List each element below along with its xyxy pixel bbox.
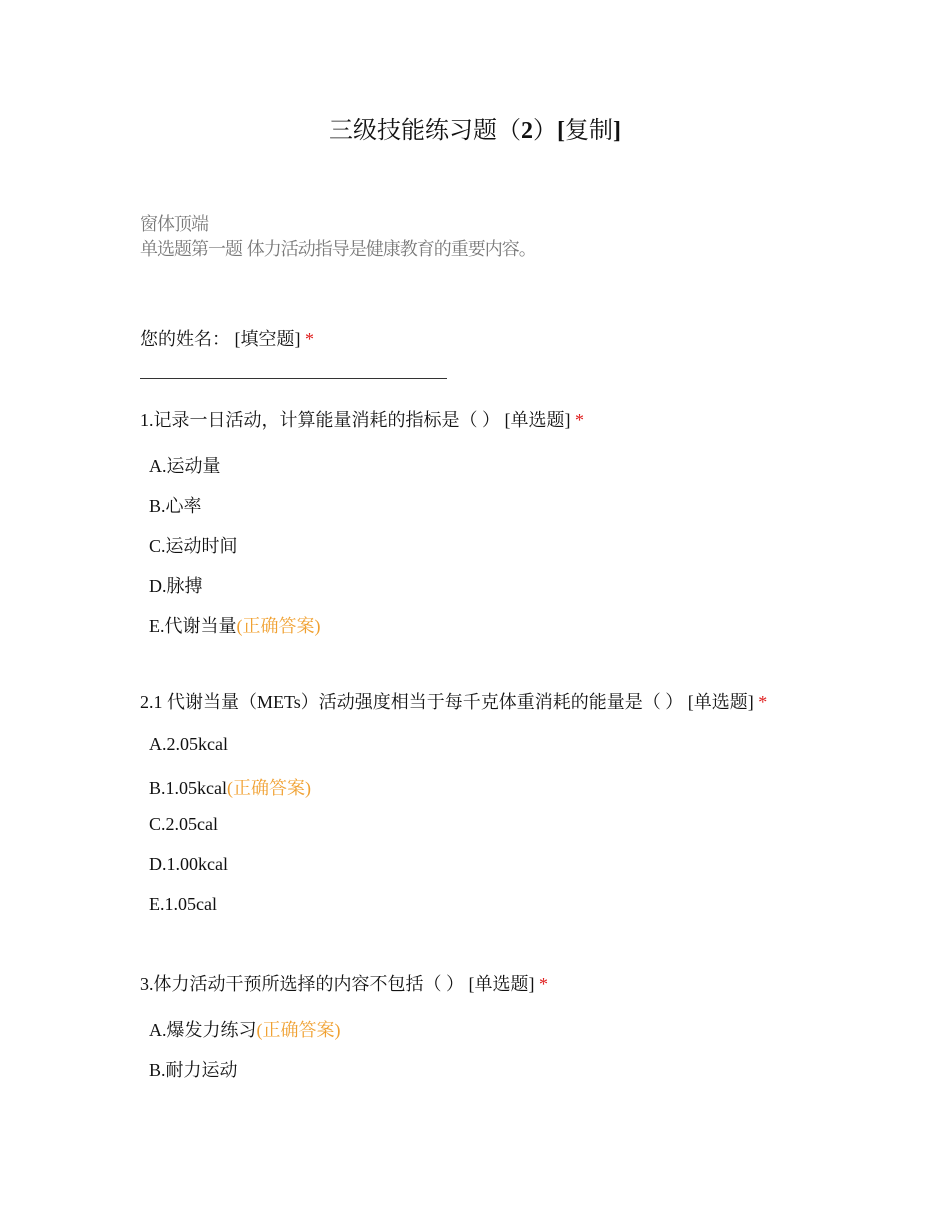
required-marker: * (305, 329, 314, 349)
option[interactable] (149, 854, 228, 875)
correct-answer-tag: (正确答案) (227, 778, 311, 798)
title-copy: 复制 (565, 118, 613, 144)
required-marker: * (539, 974, 548, 994)
name-input[interactable] (140, 378, 447, 379)
correct-answer-tag: (正确答案) (236, 616, 321, 636)
question-type: [单选题] (468, 974, 535, 994)
option-label: A.2.05kcal (149, 734, 228, 754)
option[interactable] (149, 1016, 341, 1042)
option-label: E.1.05cal (149, 894, 217, 914)
question-type: [单选题] (504, 410, 571, 430)
option[interactable] (149, 734, 228, 755)
question-type: [填空题] (234, 329, 301, 349)
option[interactable] (149, 894, 217, 915)
correct-answer-tag: (正确答案) (256, 1020, 341, 1040)
question-text: 3.体力活动干预所选择的内容不包括（ ） (140, 974, 464, 994)
question-label: 您的姓名： (140, 329, 230, 349)
option-label: B.1.05kcal (149, 778, 227, 798)
intro-text: 单选题第一题 体力活动指导是健康教育的重要内容。 (140, 239, 536, 260)
name-question (140, 325, 314, 351)
page-title (0, 110, 950, 145)
required-marker: * (758, 692, 768, 712)
option-label: B.心率 (149, 496, 202, 516)
title-bracket: [ (557, 118, 565, 144)
title-number: 2 (521, 118, 533, 144)
title-text: 三级技能练习题（ (329, 118, 521, 144)
required-marker: * (575, 410, 584, 430)
question-3 (140, 970, 548, 996)
option-label: C.运动时间 (149, 536, 238, 556)
option[interactable] (149, 452, 221, 478)
question-1 (140, 406, 584, 432)
title-paren: ） (533, 118, 557, 144)
option[interactable] (149, 532, 238, 558)
question-type: [单选题] (687, 692, 754, 712)
option-label: A.运动量 (149, 456, 221, 476)
option-label: A.爆发力练习 (149, 1020, 257, 1040)
option-label: C.2.05cal (149, 814, 218, 834)
option-label: D.脉搏 (149, 576, 203, 596)
question-text: 1.记录一日活动，计算能量消耗的指标是（ ） (140, 410, 500, 430)
option-label: B.耐力运动 (149, 1060, 238, 1080)
question-text: 2.1 代谢当量（METs）活动强度相当于每千克体重消耗的能量是（ ） (140, 692, 684, 712)
option[interactable] (149, 492, 202, 518)
option-label: E.代谢当量 (149, 616, 237, 636)
question-2 (140, 688, 767, 714)
title-bracket: ] (613, 118, 621, 144)
option-label: D.1.00kcal (149, 854, 228, 874)
form-top-label: 窗体顶端 (140, 214, 208, 235)
option[interactable] (149, 814, 218, 835)
option[interactable] (149, 774, 311, 800)
option[interactable] (149, 572, 203, 598)
option[interactable] (149, 1056, 238, 1082)
option[interactable] (149, 612, 321, 638)
